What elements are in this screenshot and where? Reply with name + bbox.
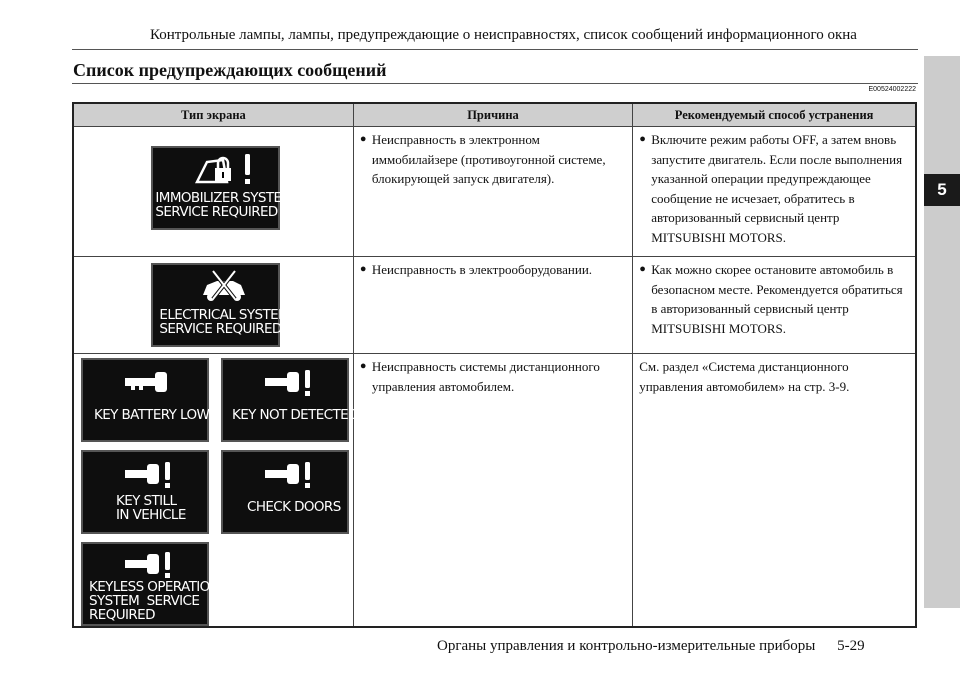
list-item xyxy=(360,130,626,189)
section-title: Список предупреждающих сообщений xyxy=(73,60,387,80)
table-row xyxy=(73,257,916,354)
header-rule xyxy=(72,49,918,50)
list-item xyxy=(639,130,909,247)
page-footer xyxy=(437,638,865,655)
screen-text-line: ELECTRICAL SYSTEM xyxy=(159,307,290,323)
car-fault-icon xyxy=(195,269,255,303)
side-bar xyxy=(924,56,960,608)
screen-cell xyxy=(73,354,358,627)
list-item xyxy=(360,260,626,280)
remedy-text: Как можно скорее остановите автомобиль в безопасном месте. Рекомендуется обратиться в авторизованный сервисный центр MITSUBISHI MOTORS. xyxy=(651,262,903,336)
display-screen-key-not-detected xyxy=(221,358,358,442)
screen-text-line: SYSTEM SERVICE xyxy=(89,593,200,609)
display-screen-immobilizer xyxy=(151,146,293,230)
table-row xyxy=(73,127,916,257)
cause-cell xyxy=(353,257,632,354)
screen-text-line: SERVICE REQUIRED xyxy=(159,321,282,337)
column-header-remedy: Рекомендуемый способ устранения xyxy=(633,103,916,127)
page-number: 5-29 xyxy=(837,638,865,654)
remedy-cell xyxy=(633,354,916,627)
table-row xyxy=(73,354,916,627)
screen-text-line: CHECK DOORS xyxy=(247,499,341,515)
bullet-icon: ● xyxy=(639,263,646,275)
screen-text-line: SERVICE REQUIRED xyxy=(155,204,278,220)
screen-text-line: KEY STILL xyxy=(116,493,177,509)
screen-cell xyxy=(73,257,353,354)
key-alert-icon xyxy=(123,460,183,490)
key-alert-icon xyxy=(123,550,183,580)
display-screen-keyless-operation xyxy=(81,542,220,626)
cause-text: Неисправность системы дистанционного управления автомобилем. xyxy=(371,359,600,394)
screen-text-line: KEYLESS OPERATION xyxy=(89,579,220,595)
cause-cell xyxy=(353,354,632,627)
bullet-icon: ● xyxy=(359,360,367,372)
screen-text-line: IN VEHICLE xyxy=(116,507,186,523)
cause-cell xyxy=(353,127,632,257)
column-header-screen: Тип экрана xyxy=(73,103,353,127)
key-alert-icon xyxy=(263,368,323,398)
screen-text-line: REQUIRED xyxy=(89,607,155,623)
chapter-tab: 5 xyxy=(924,174,960,206)
lock-alert-icon xyxy=(193,152,263,186)
screen-text-line: KEY BATTERY LOW xyxy=(94,407,210,423)
footer-text: Органы управления и контрольно-измерительные приборы xyxy=(437,638,816,654)
display-screen-key-still-in-vehicle xyxy=(81,450,209,534)
list-item xyxy=(639,260,909,338)
key-alert-icon xyxy=(263,460,323,490)
bullet-icon: ● xyxy=(359,133,367,145)
remedy-text: См. раздел «Система дистанционного управления автомобилем» на стр. 3-9. xyxy=(639,359,850,394)
screen-text-line: KEY NOT DETECTED xyxy=(232,407,358,423)
table-header-row xyxy=(73,103,916,127)
display-screen-check-doors xyxy=(221,450,349,534)
list-item xyxy=(360,357,626,396)
cause-text: Неисправность в электронном иммобилайзере (противоугонной системе, блокирующей запуск двигателя). xyxy=(371,132,606,186)
bullet-icon: ● xyxy=(639,133,646,145)
section-code: E00524002222 xyxy=(868,86,916,93)
display-screen-key-battery-low xyxy=(81,358,209,442)
bullet-icon: ● xyxy=(359,263,367,275)
column-header-cause: Причина xyxy=(353,103,632,127)
running-header: Контрольные лампы, лампы, предупреждающие о неисправностях, список сообщений информационного окна xyxy=(150,27,857,43)
remedy-cell xyxy=(633,127,916,257)
title-rule xyxy=(72,83,918,84)
warning-messages-table xyxy=(72,102,917,628)
display-screen-electrical xyxy=(151,263,290,347)
screen-text-line: IMMOBILIZER SYSTEM xyxy=(155,190,293,206)
screen-cell xyxy=(73,127,353,257)
cause-text: Неисправность в электрооборудовании. xyxy=(371,262,593,277)
remedy-text: Включите режим работы OFF, а затем вновь запустите двигатель. Если после выполнения указанной операции предупреждающее сообщение не исчезает, обратитесь в авторизованный сервисный центр MITSUBISHI MOTORS. xyxy=(651,132,903,245)
key-icon xyxy=(123,370,183,394)
remedy-cell xyxy=(633,257,916,354)
